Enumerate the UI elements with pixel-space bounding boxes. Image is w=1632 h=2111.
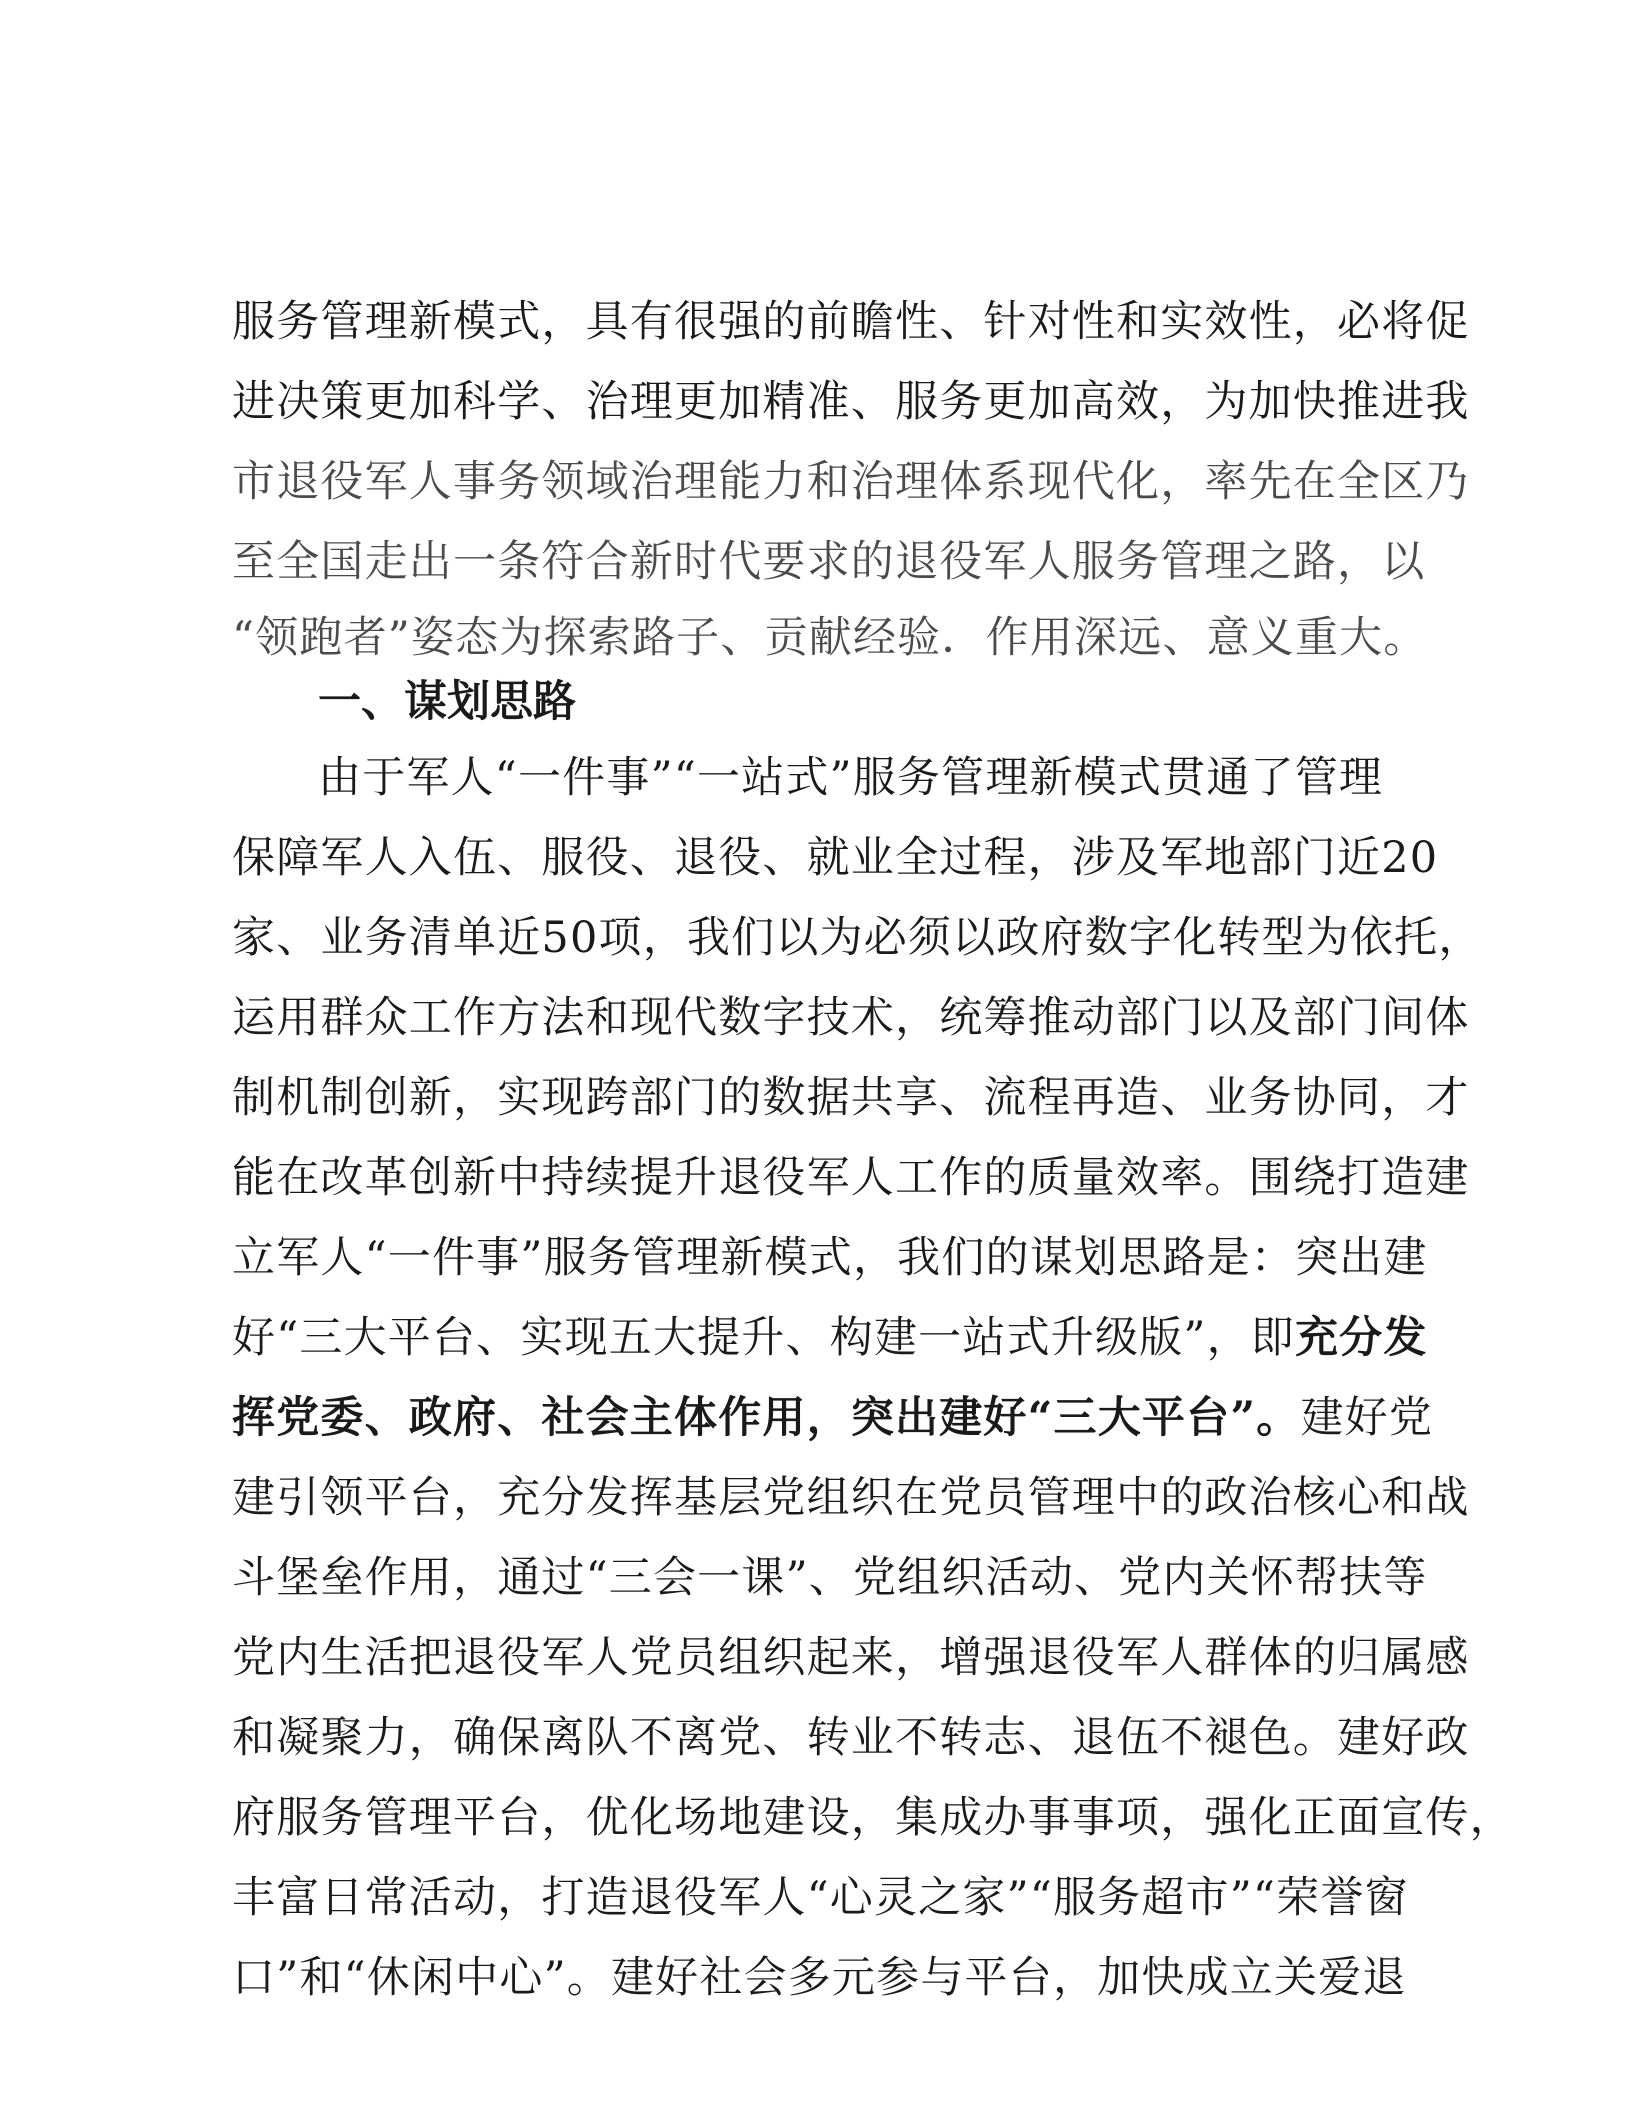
paragraph2-line-10: 建引领平台，充分发挥基层党组织在党员管理中的政治核心和战 — [232, 1473, 1470, 1523]
paragraph1-line-2: 进决策更加科学、治理更加精准、服务更加高效，为加快推进我 — [232, 377, 1470, 427]
paragraph2-line-4: 运用群众工作方法和现代数字技术，统筹推动部门以及部门间体 — [232, 993, 1470, 1043]
paragraph2-bold-line: 挥党委、政府、社会主体作用，突出建好“三大平台”。 — [232, 1393, 1301, 1443]
paragraph1-line-4: 至全国走出一条符合新时代要求的退役军人服务管理之路，以 — [232, 537, 1426, 587]
paragraph2-line-8 — [232, 1308, 1428, 1368]
paragraph2-line-16: 口”和“休闲中心”。建好社会多元参与平台，加快成立关爱退 — [232, 1953, 1407, 2003]
paragraph2-line-7: 立军人“一件事”服务管理新模式，我们的谋划思路是：突出建 — [232, 1233, 1428, 1283]
paragraph2-line-13: 和凝聚力，确保离队不离党、转业不转志、退伍不褪色。建好政 — [232, 1713, 1470, 1763]
paragraph2-line-5: 制机制创新，实现跨部门的数据共享、流程再造、业务协同，才 — [232, 1073, 1470, 1123]
paragraph2-line-1: 由于军人“一件事”“一站式”服务管理新模式贯通了管理 — [318, 753, 1384, 803]
section-heading: 一、谋划思路 — [318, 677, 576, 727]
paragraph2-line-3: 家、业务清单近50项，我们以为必须以政府数字化转型为依托， — [232, 913, 1483, 963]
paragraph1-line-3: 市退役军人事务领域治理能力和治理体系现代化，率先在全区乃 — [232, 457, 1470, 507]
paragraph2-bold-inline: 充分发 — [1294, 1313, 1428, 1363]
paragraph2-line-2: 保障军人入伍、服役、退役、就业全过程，涉及军地部门近20 — [232, 833, 1439, 883]
paragraph2-line-11: 斗堡垒作用，通过“三会一课”、党组织活动、党内关怀帮扶等 — [232, 1553, 1428, 1603]
paragraph2-line-15: 丰富日常活动，打造退役军人“心灵之家”“服务超市”“荣誉窗 — [232, 1873, 1409, 1923]
paragraph2-line-9 — [232, 1388, 1434, 1448]
paragraph2-line-14: 府服务管理平台，优化场地建设，集成办事事项，强化正面宣传， — [232, 1793, 1514, 1843]
paragraph2-line-6: 能在改革创新中持续提升退役军人工作的质量效率。围绕打造建 — [232, 1153, 1470, 1203]
paragraph1-line-5: “领跑者”姿态为探索路子、贡献经验．作用深远、意义重大。 — [232, 613, 1428, 663]
paragraph2-line-8-text: 好“三大平台、实现五大提升、构建一站式升级版”，即 — [232, 1313, 1295, 1363]
paragraph2-line-12: 党内生活把退役军人党员组织起来，增强退役军人群体的归属感 — [232, 1633, 1470, 1683]
paragraph2-after-bold: 建好党 — [1300, 1393, 1434, 1443]
paragraph1-line-1: 服务管理新模式，具有很强的前瞻性、针对性和实效性，必将促 — [232, 297, 1470, 347]
